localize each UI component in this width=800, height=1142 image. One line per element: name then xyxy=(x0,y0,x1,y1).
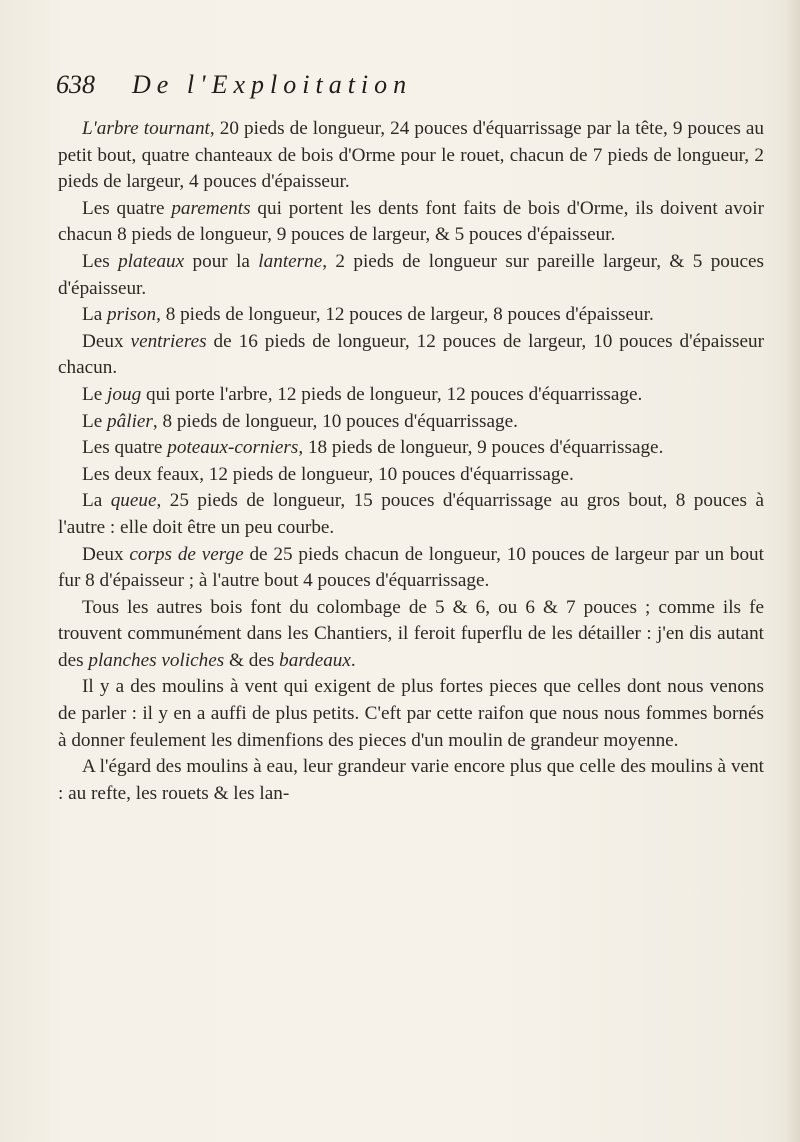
page-edge-shadow xyxy=(786,0,800,1142)
text-run: A l'égard des moulins à eau, leur grandeur varie encore plus que celle des moulins à vent : au refte, les rouets & les lan- xyxy=(58,756,764,804)
text-run: qui porte l'arbre, 12 pieds de longueur, 12 pouces d'équarrissage. xyxy=(141,383,643,405)
text-run: qui portent les dents font faits de bois d'Orme, ils doivent avoir chacun 8 pieds de longueur, 9 pouces de largeur, & 5 pouces d'épaisseur. xyxy=(58,197,764,246)
text-run: , 8 pieds de longueur, 12 pouces de largeur, 8 pouces d'épaisseur. xyxy=(156,304,654,326)
italic-term: joug xyxy=(107,383,142,405)
text-run: , 25 pieds de longueur, 15 pouces d'équarrissage au gros bout, 8 pouces à l'autre : elle doit être un peu courbe. xyxy=(58,490,764,538)
italic-term: corps de verge xyxy=(129,543,244,565)
italic-term: queue xyxy=(110,490,157,512)
paragraph xyxy=(58,595,764,675)
italic-term: bardeaux xyxy=(279,649,351,671)
paragraph xyxy=(58,488,764,541)
paragraph xyxy=(58,754,764,807)
paragraph xyxy=(58,302,764,329)
paragraph xyxy=(58,116,764,196)
text-run: Deux xyxy=(82,543,130,565)
text-run: Tous les autres bois font du colombage de 5 & 6, ou 6 & 7 pouces ; comme ils fe trouvent communément dans les Chantiers, il feroit fuperflu de les détailler : j'en dis autant des xyxy=(58,596,764,671)
text-run: pour la xyxy=(184,250,259,272)
italic-term: parements xyxy=(171,197,251,219)
paragraph xyxy=(58,382,764,409)
paragraph xyxy=(58,329,764,382)
body-text xyxy=(58,116,764,807)
text-run: , 8 pieds de longueur, 10 pouces d'équarrissage. xyxy=(152,410,518,432)
text-run: La xyxy=(82,490,111,512)
text-run: de 16 pieds de longueur, 12 pouces de largeur, 10 pouces d'épaisseur chacun. xyxy=(58,330,764,379)
paragraph xyxy=(58,196,764,249)
italic-term: prison xyxy=(107,304,157,326)
paragraph xyxy=(58,542,764,595)
italic-term: planches voliches xyxy=(88,649,225,671)
text-run: de 25 pieds chacun de longueur, 10 pouces de largeur par un bout fur 8 d'épaisseur ; à l'autre bout 4 pouces d'équarrissage. xyxy=(58,543,764,592)
italic-term: poteaux-corniers xyxy=(167,437,299,459)
italic-term: ventrieres xyxy=(130,330,207,352)
text-run: Les deux feaux, 12 pieds de longueur, 10 pouces d'équarrissage. xyxy=(82,463,574,485)
paragraph xyxy=(58,435,764,462)
text-run: , 2 pieds de longueur sur pareille largeur, & 5 pouces d'épaisseur. xyxy=(58,250,764,299)
text-run: Le xyxy=(82,410,108,432)
text-run: Le xyxy=(82,383,108,405)
paragraph xyxy=(58,674,764,754)
text-run: Les xyxy=(82,250,119,272)
text-run: Les quatre xyxy=(82,197,172,219)
italic-term: pâlier xyxy=(107,410,153,432)
paragraph xyxy=(58,462,764,489)
text-run: , 18 pieds de longueur, 9 pouces d'équarrissage. xyxy=(298,437,664,459)
paragraph xyxy=(58,249,764,302)
paragraph xyxy=(58,409,764,436)
text-run: La xyxy=(82,304,108,326)
running-title: De l'Exploitation xyxy=(132,70,413,99)
page-number: 638 xyxy=(56,70,95,99)
page-header xyxy=(56,70,756,110)
italic-term: L'arbre tournant xyxy=(82,118,210,139)
text-run: , 20 pieds de longueur, 24 pouces d'équarrissage par la tête, 9 pouces au petit bout, quatre chanteaux de bois d'Orme pour le rouet, chacun de 7 pieds de longueur, 2 pieds de largeur, 4 pouces d'épaisseur. xyxy=(58,118,764,193)
italic-term: plateaux xyxy=(118,250,185,272)
italic-term: lanterne xyxy=(258,250,323,272)
text-run: & des xyxy=(224,649,280,671)
text-run: Les quatre xyxy=(82,437,168,459)
text-run: Deux xyxy=(82,330,131,352)
text-run: Il y a des moulins à vent qui exigent de plus fortes pieces que celles dont nous venons de parler : il y en a auffi de plus petits. C'eft par cette raifon que nous nous fommes bornés à donner feulement les dimenfions des pieces d'un moulin de grandeur moyenne. xyxy=(58,676,764,751)
text-run: . xyxy=(350,649,356,671)
